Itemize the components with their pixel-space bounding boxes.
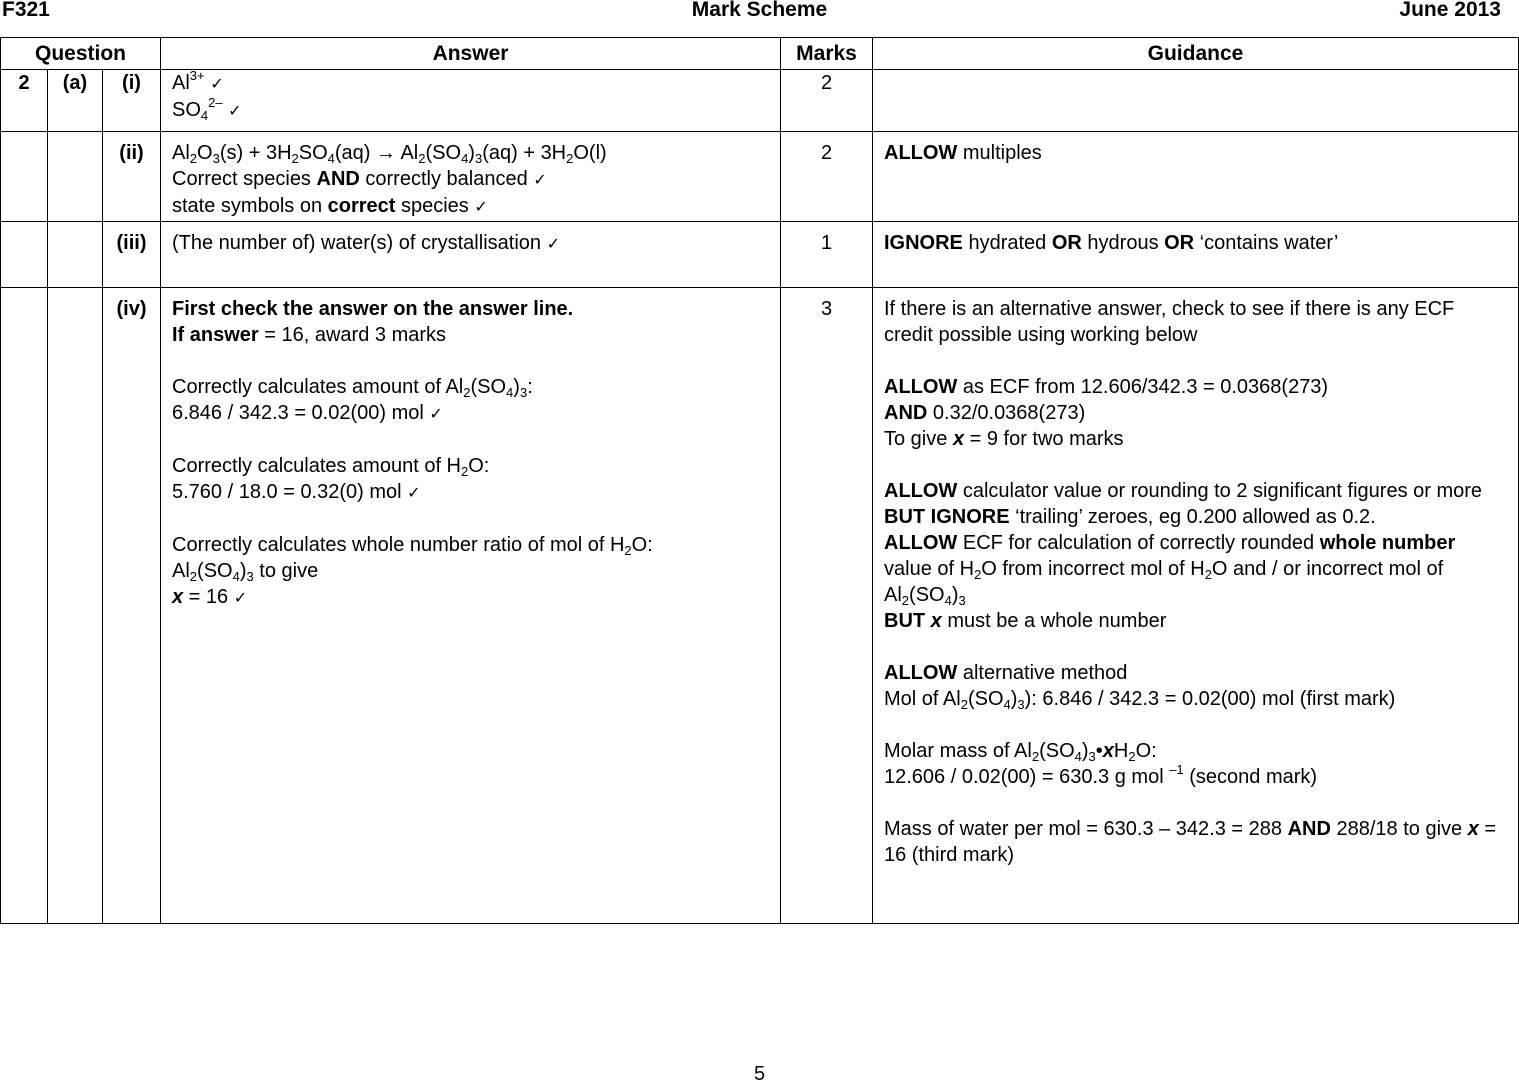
guidance-cell: If there is an alternative answer, check to see if there is any ECF credit possible using working below ALLOW as ECF from 12.606/342.3 = 0.0368(273) AND 0.32/0.0368(273) To give x = 9 for two marks ALLOW calculator value or rounding to 2 significant figures or more BUT IGNORE ‘trailing’ zeroes, eg 0.200 allowed as 0.2. ALLOW ECF for calculation of correctly rounded whole number value of $H_2O$ from incorrect mol of $H_2O$ and / or incorrect mol of $Al_2(SO_4)_3$ BUT x must be a whole number ALLOW alternative method Mol of $Al_2(SO_4)_3$): 6.846 / 342.3 = 0.02(00) mol (first mark) Molar mass of $Al_2(SO_4)_3•xH_2O$: 12.606 / 0.02(00) = 630.3 g mol $^{-1}$ (second mark) Mass of water per mol = 630.3 – 342.3 = 288 AND 288/18 to give x = 16 (third mark)	[873, 288, 1519, 924]
tick-icon: ✓	[429, 404, 443, 423]
answer-cell: (The number of) water(s) of crystallisation ✓	[161, 222, 781, 288]
question-subpart: (ii)	[103, 132, 161, 222]
marks-cell: 2	[781, 70, 873, 132]
table-row	[1, 222, 1519, 288]
paper-code: F321	[2, 0, 50, 21]
answer-cell: $Al_2O_3(s) + 3H_2SO_4(aq) \to Al_2(SO_4)_3(aq) + 3H_2O(l)$ Correct species AND correctly balanced ✓ state symbols on correct species ✓	[161, 132, 781, 222]
guidance-header: Guidance	[873, 38, 1519, 70]
mark-scheme-table	[0, 37, 1519, 924]
question-subpart: (iii)	[103, 222, 161, 288]
question-subpart: (i)	[103, 70, 161, 132]
tick-icon: ✓	[474, 197, 488, 216]
marks-header: Marks	[781, 38, 873, 70]
marks-cell: 2	[781, 132, 873, 222]
table-row	[1, 288, 1519, 924]
question-number: 2	[1, 70, 48, 132]
table-header-row	[1, 38, 1519, 70]
guidance-cell: IGNORE hydrated OR hydrous OR ‘contains water’	[873, 222, 1519, 288]
table-row	[1, 132, 1519, 222]
page-number: 5	[753, 1063, 766, 1085]
exam-session: June 2013	[1399, 0, 1501, 21]
answer-header: Answer	[161, 38, 781, 70]
tick-icon: ✓	[233, 588, 248, 607]
question-part: (a)	[48, 70, 103, 132]
guidance-cell	[873, 70, 1519, 132]
answer-cell: $Al^{3+}$ ✓ $SO_4^{2-}$ ✓	[161, 70, 781, 132]
equation: $Al_2O_3(s) + 3H_2SO_4(aq) \to Al_2(SO_4)_3(aq) + 3H_2O(l)$	[172, 142, 607, 166]
marks-cell: 1	[781, 222, 873, 288]
tick-icon: ✓	[407, 483, 421, 502]
table-row	[1, 70, 1519, 132]
tick-icon: ✓	[228, 101, 242, 120]
arrow-icon: →	[376, 142, 397, 164]
tick-icon: ✓	[533, 170, 547, 189]
tick-icon: ✓	[546, 234, 560, 253]
question-header: Question	[1, 38, 161, 70]
document-title: Mark Scheme	[691, 0, 828, 21]
guidance-cell: ALLOW multiples	[873, 132, 1519, 222]
marks-cell: 3	[781, 288, 873, 924]
question-subpart: (iv)	[103, 288, 161, 924]
answer-cell: First check the answer on the answer line. If answer = 16, award 3 marks Correctly calculates amount of $Al_2(SO_4)_3$: 6.846 / 342.3 = 0.02(00) mol ✓ Correctly calculates amount of $H_2O$: 5.760 / 18.0 = 0.32(0) mol ✓ Correctly calculates whole number ratio of mol of $H_2O$: $Al_2(SO_4)_3$ to give x = 16 ✓	[161, 288, 781, 924]
tick-icon: ✓	[210, 74, 224, 93]
